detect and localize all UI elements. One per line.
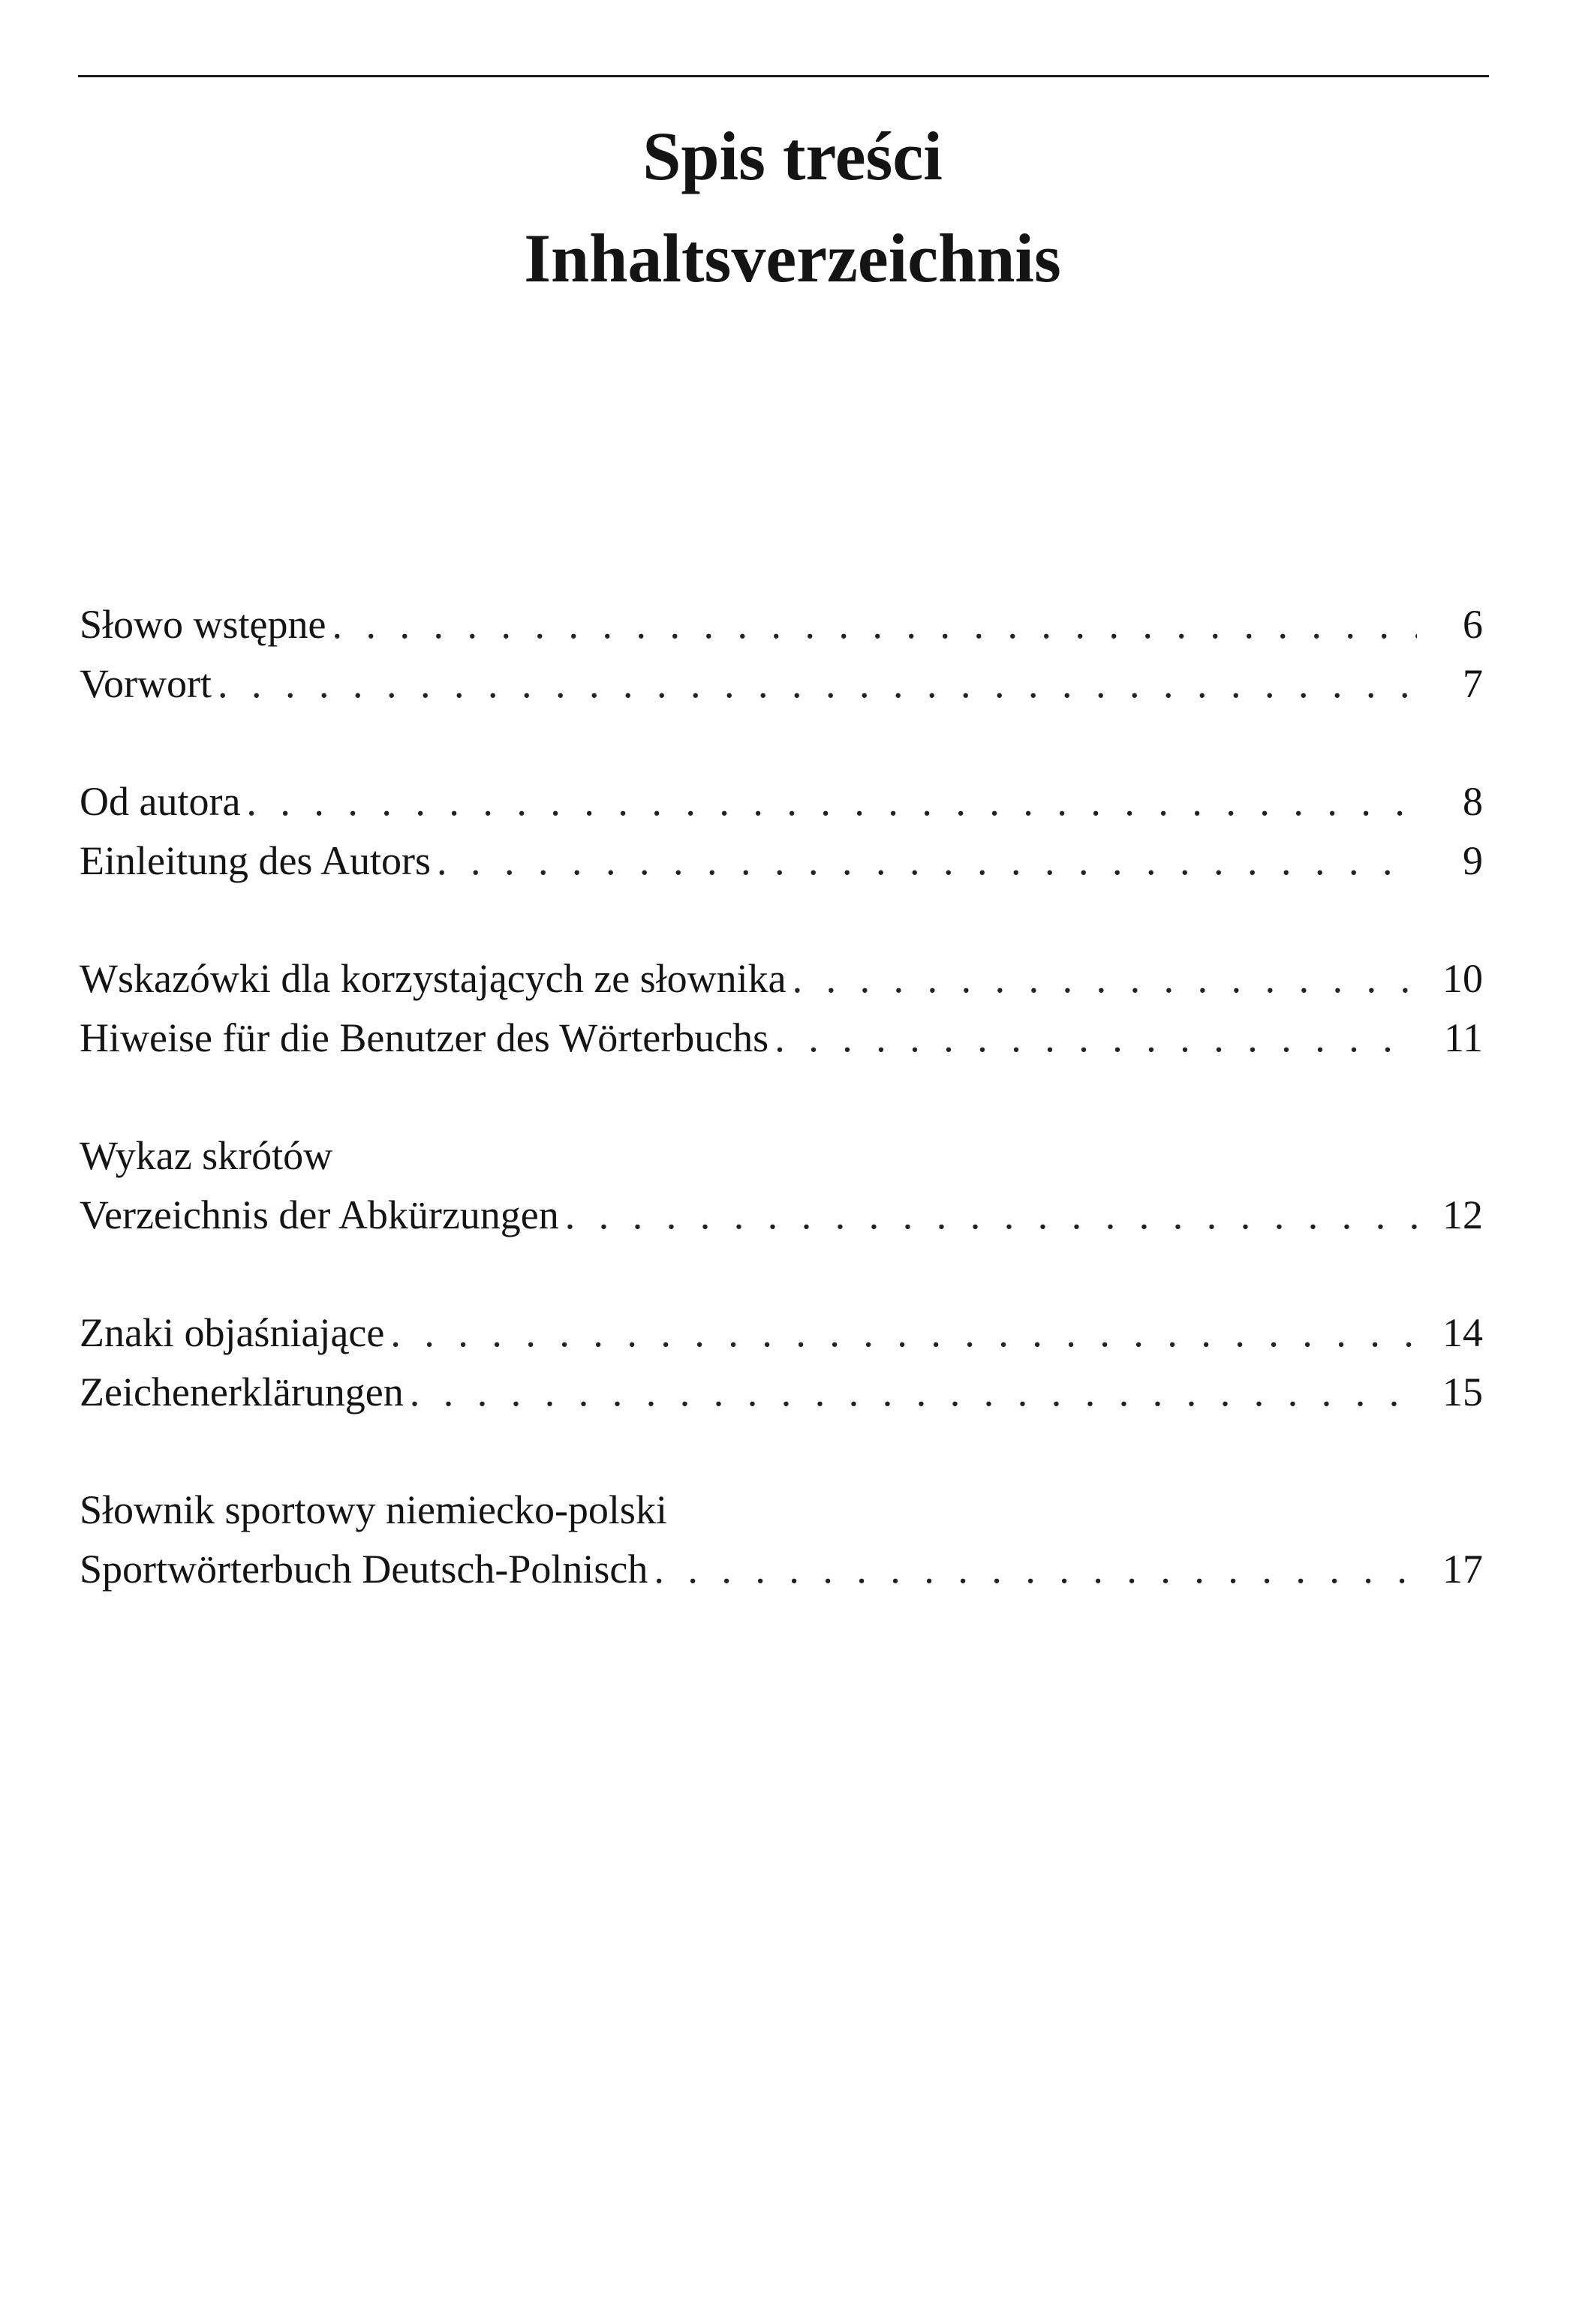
toc-entry[interactable]	[80, 1366, 1483, 1418]
toc-entry-label: Słownik sportowy niemiecko-polski	[80, 1487, 667, 1532]
dot-leader	[437, 834, 1417, 887]
page-title-polish: Spis treści	[642, 118, 943, 194]
toc-entry-page: 12	[1442, 1192, 1483, 1237]
toc-entry-label: Einleitung des Autors	[80, 838, 431, 883]
toc-entry[interactable]	[80, 1129, 1483, 1182]
dot-leader	[565, 1189, 1417, 1241]
toc-entry-label: Vorwort	[80, 661, 212, 706]
toc-entry-label: Wykaz skrótów	[80, 1133, 333, 1178]
dot-leader	[410, 1366, 1417, 1418]
toc-entry[interactable]	[80, 657, 1483, 710]
page-title-german: Inhaltsverzeichnis	[524, 220, 1061, 296]
toc-entry-page: 11	[1444, 1015, 1483, 1060]
toc-entry[interactable]	[80, 775, 1483, 828]
toc-entry-page: 15	[1442, 1369, 1483, 1415]
toc-entry[interactable]	[80, 1484, 1483, 1536]
toc-entry-label: Znaki objaśniające	[80, 1310, 385, 1355]
toc-entry-page: 7	[1463, 661, 1483, 706]
toc-entry-label: Zeichenerklärungen	[80, 1369, 404, 1415]
toc-entry-page: 6	[1463, 602, 1483, 647]
toc-entry-page: 17	[1442, 1547, 1483, 1592]
toc-entry[interactable]	[80, 598, 1483, 651]
toc-entry[interactable]	[80, 834, 1483, 887]
toc-entry-page: 9	[1463, 838, 1483, 883]
toc-entry[interactable]	[80, 952, 1483, 1005]
toc-entry[interactable]	[80, 1306, 1483, 1359]
toc-entry-label: Słowo wstępne	[80, 602, 326, 647]
dot-leader	[332, 598, 1417, 651]
toc-entry[interactable]	[80, 1189, 1483, 1241]
toc-entry[interactable]	[80, 1012, 1483, 1064]
dot-leader	[246, 775, 1417, 828]
toc-entry-label: Wskazówki dla korzystających ze słownika	[80, 956, 786, 1001]
toc-entry-label: Hiweise für die Benutzer des Wörterbuchs	[80, 1015, 769, 1060]
dot-leader	[218, 657, 1417, 710]
toc-entry-page: 8	[1463, 779, 1483, 824]
dot-leader	[774, 1012, 1417, 1064]
toc-entry-page: 14	[1442, 1310, 1483, 1355]
dot-leader	[792, 952, 1417, 1005]
toc-entry-label: Od autora	[80, 779, 241, 824]
toc-entry[interactable]	[80, 1543, 1483, 1595]
top-rule	[78, 75, 1489, 77]
dot-leader	[654, 1543, 1417, 1595]
dot-leader	[390, 1306, 1417, 1359]
toc-entry-page: 10	[1442, 956, 1483, 1001]
toc-entry-label: Sportwörterbuch Deutsch-Polnisch	[80, 1547, 648, 1592]
toc-entry-label: Verzeichnis der Abkürzungen	[80, 1192, 559, 1237]
